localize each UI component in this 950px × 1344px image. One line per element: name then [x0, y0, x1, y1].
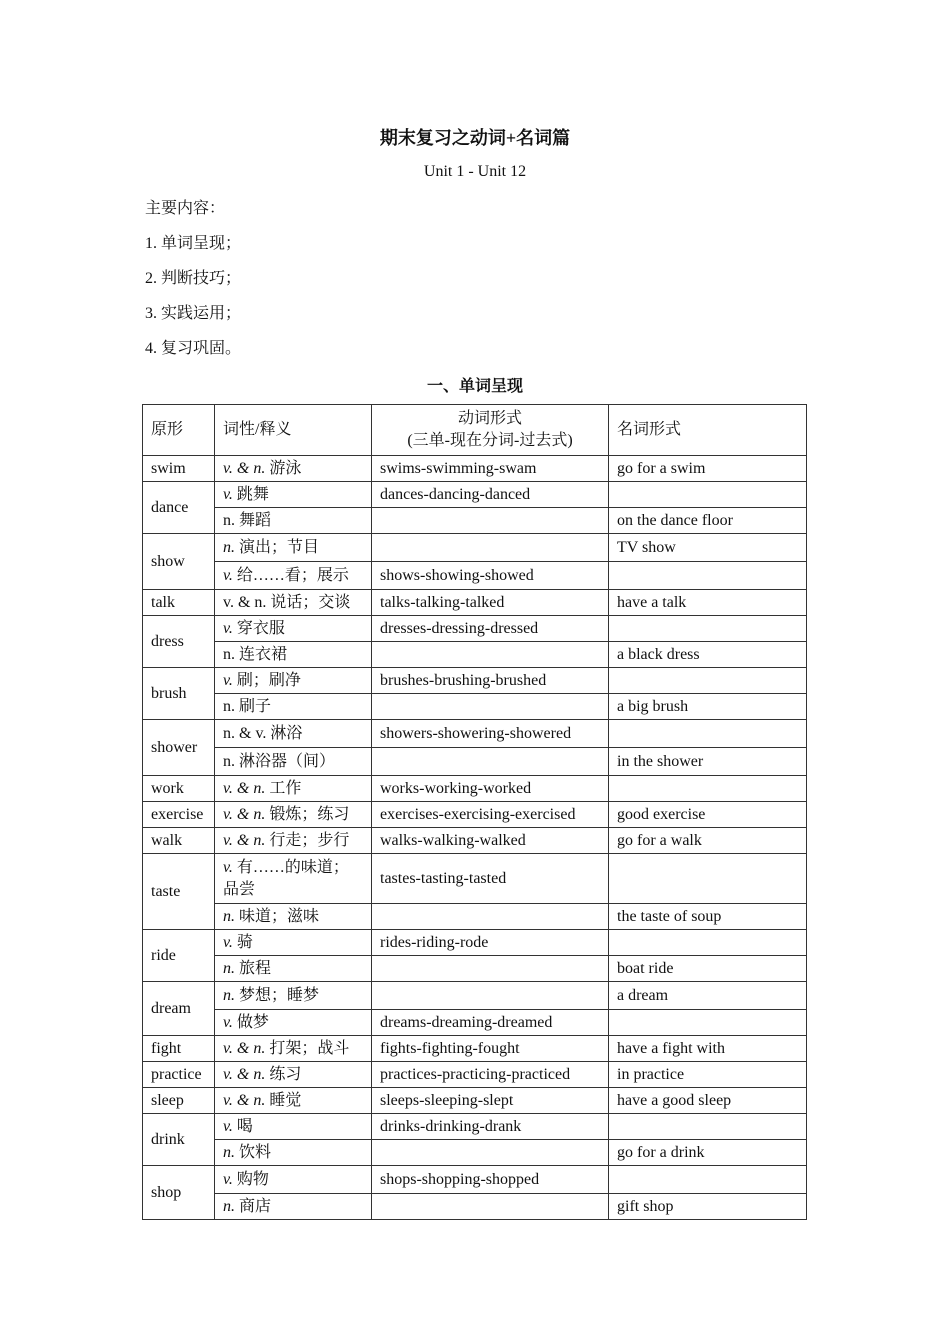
pos-cell: v. 跳舞: [215, 482, 372, 508]
table-row: [143, 1194, 807, 1220]
table-row: [143, 776, 807, 802]
noun-forms-cell: [609, 930, 807, 956]
table-row: [143, 1010, 807, 1036]
noun-forms-cell: have a good sleep: [609, 1088, 807, 1114]
noun-forms-cell: [609, 668, 807, 694]
noun-forms-cell: a big brush: [609, 694, 807, 720]
verb-forms-cell: [372, 534, 609, 562]
table-row: [143, 956, 807, 982]
noun-forms-cell: boat ride: [609, 956, 807, 982]
table-row: [143, 802, 807, 828]
pos-cell: n. 刷子: [215, 694, 372, 720]
table-row: [143, 534, 807, 562]
verb-forms-cell: practices-practicing-practiced: [372, 1062, 609, 1088]
noun-forms-cell: gift shop: [609, 1194, 807, 1220]
pos-cell: v. & n. 打架；战斗: [215, 1036, 372, 1062]
noun-forms-cell: go for a drink: [609, 1140, 807, 1166]
verb-forms-cell: [372, 1194, 609, 1220]
table-row: [143, 590, 807, 616]
table-row: [143, 482, 807, 508]
noun-forms-cell: [609, 720, 807, 748]
pos-cell: v. 骑: [215, 930, 372, 956]
word-cell: swim: [143, 456, 215, 482]
verb-forms-cell: [372, 694, 609, 720]
outline-heading: 主要内容：: [145, 200, 226, 217]
pos-cell: v. & n. 行走；步行: [215, 828, 372, 854]
pos-cell: v. 穿衣服: [215, 616, 372, 642]
noun-forms-cell: TV show: [609, 534, 807, 562]
noun-forms-cell: good exercise: [609, 802, 807, 828]
header-verb-forms: 动词形式 (三单-现在分词-过去式): [372, 405, 609, 456]
verb-forms-cell: tastes-tasting-tasted: [372, 854, 609, 904]
noun-forms-cell: [609, 776, 807, 802]
pos-cell: v. 给……看；展示: [215, 562, 372, 590]
table-row: [143, 1088, 807, 1114]
table-row: [143, 642, 807, 668]
pos-cell: n. 演出；节目: [215, 534, 372, 562]
table-row: [143, 668, 807, 694]
noun-forms-cell: in practice: [609, 1062, 807, 1088]
verb-forms-cell: [372, 748, 609, 776]
noun-forms-cell: [609, 1114, 807, 1140]
noun-forms-cell: a black dress: [609, 642, 807, 668]
noun-forms-cell: go for a walk: [609, 828, 807, 854]
pos-cell: n. 商店: [215, 1194, 372, 1220]
verb-forms-cell: brushes-brushing-brushed: [372, 668, 609, 694]
pos-cell: n. 连衣裙: [215, 642, 372, 668]
page-title: 期末复习之动词+名词篇: [379, 128, 571, 148]
vocabulary-table: [142, 404, 807, 1220]
noun-forms-cell: [609, 1166, 807, 1194]
noun-forms-cell: have a talk: [609, 590, 807, 616]
noun-forms-cell: [609, 616, 807, 642]
verb-forms-cell: drinks-drinking-drank: [372, 1114, 609, 1140]
verb-forms-cell: shows-showing-showed: [372, 562, 609, 590]
table-row: [143, 562, 807, 590]
section-title: 一、单词呈现: [426, 378, 523, 395]
word-cell: exercise: [143, 802, 215, 828]
verb-forms-cell: fights-fighting-fought: [372, 1036, 609, 1062]
noun-forms-cell: [609, 482, 807, 508]
verb-forms-cell: dresses-dressing-dressed: [372, 616, 609, 642]
noun-forms-cell: go for a swim: [609, 456, 807, 482]
pos-cell: v. & n. 睡觉: [215, 1088, 372, 1114]
content-outline: [145, 198, 241, 373]
table-row: [143, 904, 807, 930]
table-row: [143, 1114, 807, 1140]
verb-forms-cell: [372, 508, 609, 534]
outline-item: 4. 复习巩固。: [145, 340, 242, 357]
table-row: [143, 1036, 807, 1062]
verb-forms-cell: [372, 642, 609, 668]
outline-item: 1. 单词呈现；: [145, 235, 242, 252]
word-cell: dance: [143, 482, 215, 534]
header-noun-forms: 名词形式: [609, 405, 807, 456]
verb-forms-cell: dreams-dreaming-dreamed: [372, 1010, 609, 1036]
table-row: [143, 1140, 807, 1166]
word-cell: sleep: [143, 1088, 215, 1114]
noun-forms-cell: [609, 854, 807, 904]
table-header-row: [143, 405, 807, 456]
header-base: 原形: [143, 405, 215, 456]
verb-forms-cell: walks-walking-walked: [372, 828, 609, 854]
pos-cell: v. 购物: [215, 1166, 372, 1194]
pos-cell: v. & n. 说话；交谈: [215, 590, 372, 616]
verb-forms-cell: exercises-exercising-exercised: [372, 802, 609, 828]
word-cell: talk: [143, 590, 215, 616]
pos-cell: n. 舞蹈: [215, 508, 372, 534]
verb-forms-cell: talks-talking-talked: [372, 590, 609, 616]
verb-forms-cell: swims-swimming-swam: [372, 456, 609, 482]
pos-cell: v. 喝: [215, 1114, 372, 1140]
word-cell: fight: [143, 1036, 215, 1062]
noun-forms-cell: have a fight with: [609, 1036, 807, 1062]
noun-forms-cell: [609, 562, 807, 590]
word-cell: dress: [143, 616, 215, 668]
table-row: [143, 456, 807, 482]
word-cell: practice: [143, 1062, 215, 1088]
word-cell: dream: [143, 982, 215, 1036]
noun-forms-cell: in the shower: [609, 748, 807, 776]
pos-cell: n. 梦想；睡梦: [215, 982, 372, 1010]
verb-forms-cell: [372, 904, 609, 930]
table-row: [143, 854, 807, 904]
pos-cell: v. & n. 工作: [215, 776, 372, 802]
verb-forms-cell: shops-shopping-shopped: [372, 1166, 609, 1194]
pos-cell: n. 味道；滋味: [215, 904, 372, 930]
outline-item: 2. 判断技巧；: [145, 270, 242, 287]
noun-forms-cell: the taste of soup: [609, 904, 807, 930]
word-cell: brush: [143, 668, 215, 720]
table-row: [143, 508, 807, 534]
table-row: [143, 720, 807, 748]
noun-forms-cell: a dream: [609, 982, 807, 1010]
verb-forms-cell: sleeps-sleeping-slept: [372, 1088, 609, 1114]
pos-cell: n. 饮料: [215, 1140, 372, 1166]
table-row: [143, 1166, 807, 1194]
verb-forms-cell: rides-riding-rode: [372, 930, 609, 956]
header-pos: 词性/释义: [215, 405, 372, 456]
table-row: [143, 616, 807, 642]
pos-cell: n. 旅程: [215, 956, 372, 982]
table-row: [143, 1062, 807, 1088]
pos-cell: v. 刷；刷净: [215, 668, 372, 694]
table-row: [143, 930, 807, 956]
verb-forms-cell: [372, 982, 609, 1010]
pos-cell: n. 淋浴器（间）: [215, 748, 372, 776]
word-cell: taste: [143, 854, 215, 930]
table-row: [143, 982, 807, 1010]
verb-forms-cell: showers-showering-showered: [372, 720, 609, 748]
outline-item: 3. 实践运用；: [145, 305, 242, 322]
word-cell: ride: [143, 930, 215, 982]
pos-cell: v. 有……的味道； 品尝: [215, 854, 372, 904]
noun-forms-cell: on the dance floor: [609, 508, 807, 534]
word-cell: show: [143, 534, 215, 590]
page-subtitle: Unit 1 - Unit 12: [423, 163, 527, 180]
table-row: [143, 748, 807, 776]
pos-cell: v. & n. 练习: [215, 1062, 372, 1088]
word-cell: drink: [143, 1114, 215, 1166]
word-cell: shop: [143, 1166, 215, 1220]
word-cell: shower: [143, 720, 215, 776]
table-row: [143, 828, 807, 854]
word-cell: work: [143, 776, 215, 802]
verb-forms-cell: works-working-worked: [372, 776, 609, 802]
verb-forms-cell: [372, 1140, 609, 1166]
noun-forms-cell: [609, 1010, 807, 1036]
pos-cell: v. & n. 游泳: [215, 456, 372, 482]
verb-forms-cell: [372, 956, 609, 982]
verb-forms-cell: dances-dancing-danced: [372, 482, 609, 508]
pos-cell: n. & v. 淋浴: [215, 720, 372, 748]
pos-cell: v. 做梦: [215, 1010, 372, 1036]
table-row: [143, 694, 807, 720]
pos-cell: v. & n. 锻炼；练习: [215, 802, 372, 828]
word-cell: walk: [143, 828, 215, 854]
